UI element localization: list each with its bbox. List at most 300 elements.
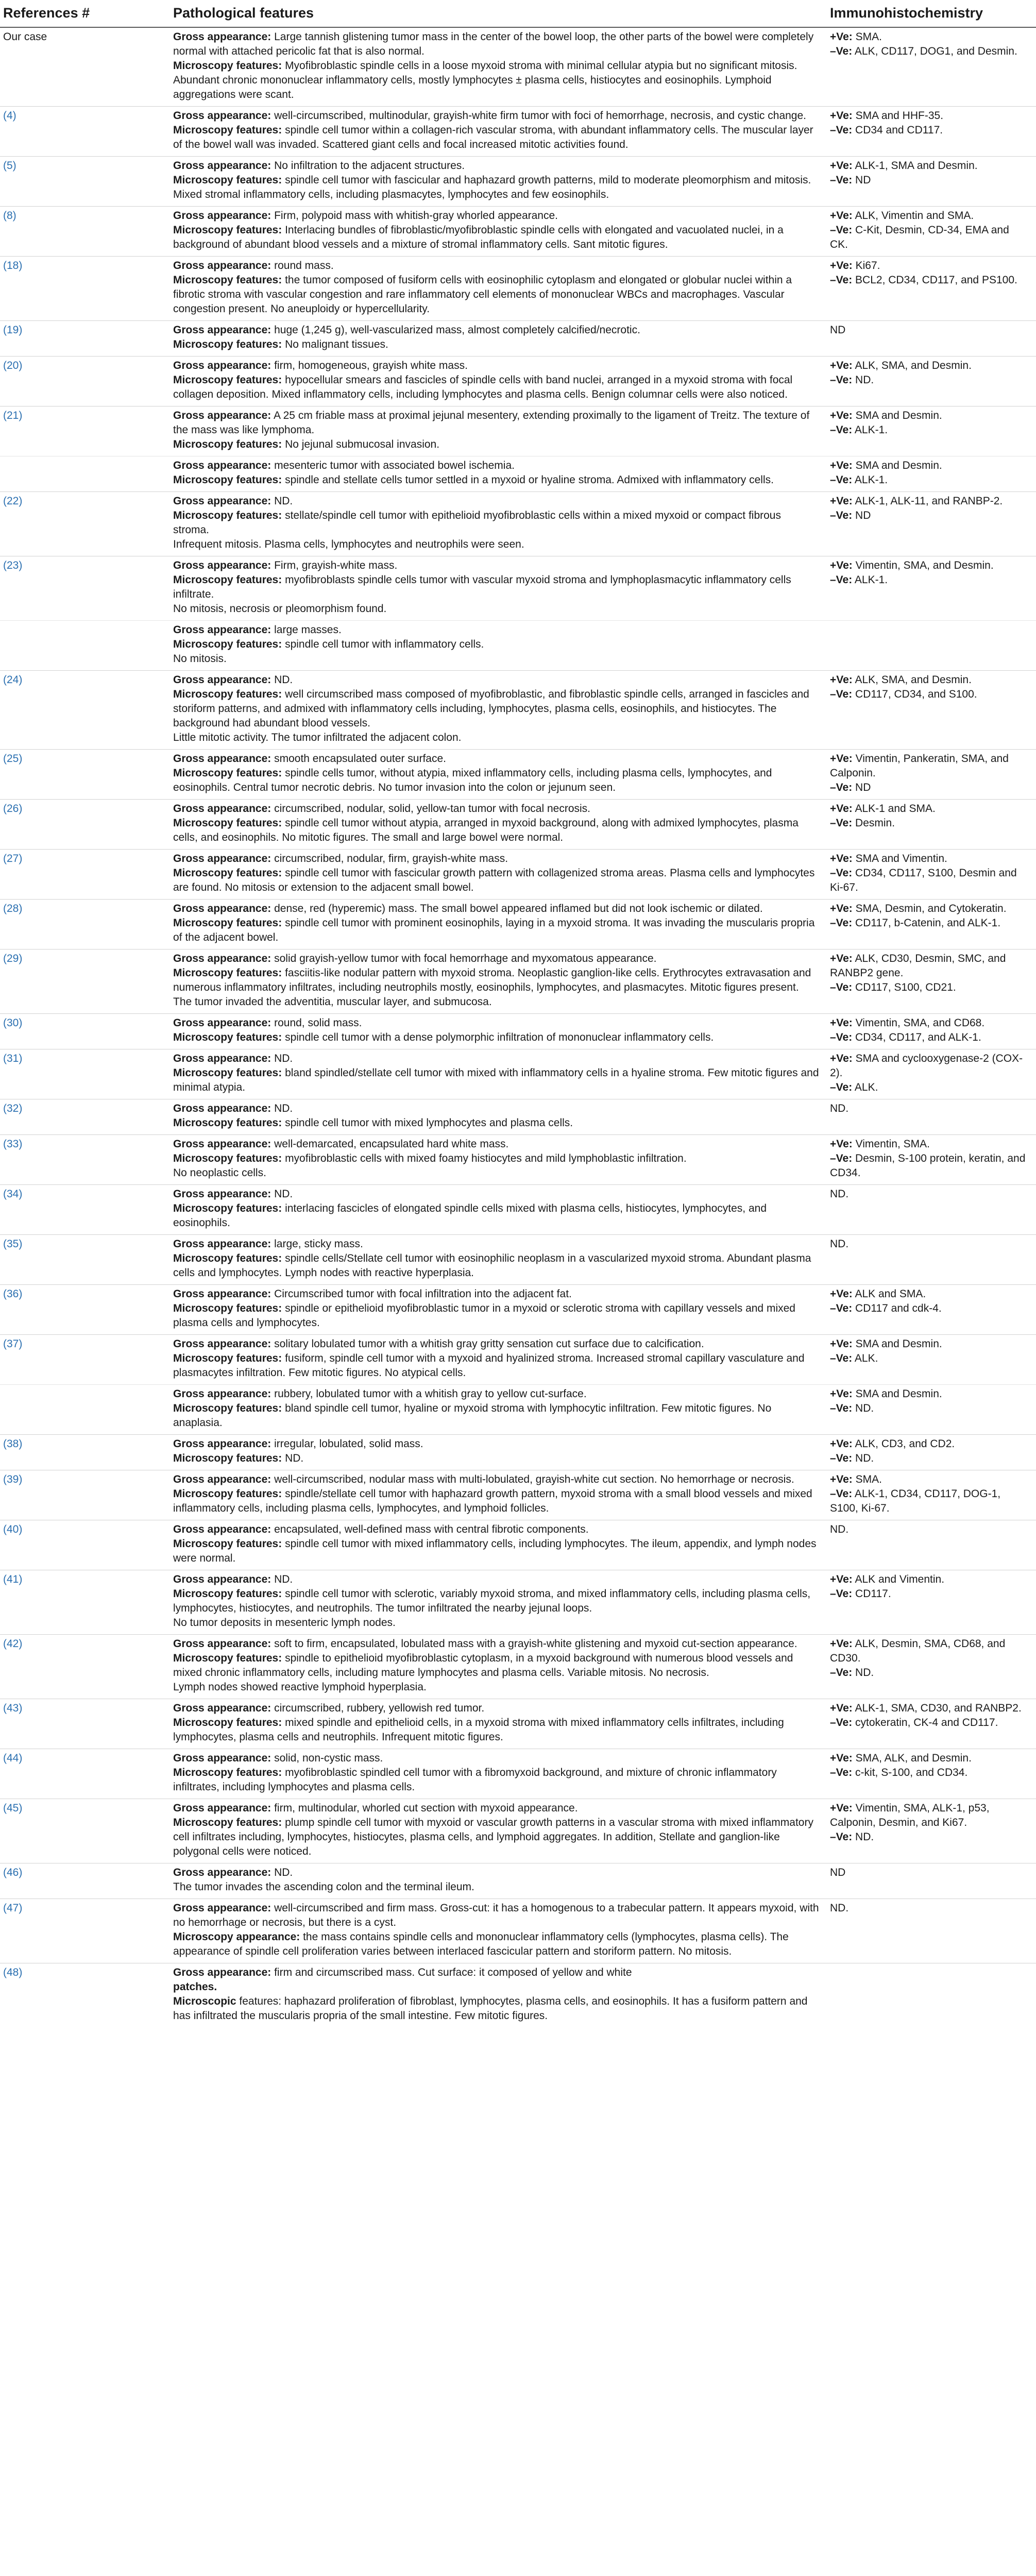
reference-cell[interactable]: (29) [0,950,170,1014]
field-text: Lymph nodes showed reactive lymphoid hyperplasia. [173,1681,427,1693]
field-text: fusiform, spindle cell tumor with a myxoid and hyalinized stroma. Increased stromal capillary vasculature and plasmacytes infiltration. Few mitotic figures. No atypical cells. [173,1352,805,1379]
field-label: Gross appearance: [173,753,271,765]
table-row [0,1099,1036,1135]
table-header-row [0,2,1036,27]
field-text: ALK. [852,1081,878,1093]
pathological-features-cell-paragraph [173,1030,820,1045]
immunohistochemistry-cell-paragraph [830,1451,1029,1466]
field-text: bland spindle cell tumor, hyaline or myxoid stroma with lymphocytic infiltration. Few mitotic figures. No anaplasia. [173,1402,772,1429]
immunohistochemistry-cell-paragraph [830,1716,1029,1730]
table-row [0,1385,1036,1435]
pathological-features-cell-paragraph [173,1930,820,1959]
pathological-features-cell [170,157,827,207]
field-label: Gross appearance: [173,1438,271,1450]
field-label: Gross appearance: [173,624,271,636]
field-label: +Ve: [830,753,853,765]
field-text: Vimentin, Pankeratin, SMA, and Calponin. [830,753,1009,779]
reference-cell[interactable]: (31) [0,1049,170,1099]
field-label: +Ve: [830,853,853,865]
reference-cell[interactable]: (21) [0,406,170,456]
field-text: Vimentin, SMA, and Desmin. [852,560,994,571]
pathological-features-cell-paragraph [173,1387,820,1401]
field-text: ALK, Desmin, SMA, CD68, and CD30. [830,1638,1006,1664]
immunohistochemistry-cell-paragraph [830,259,1029,273]
immunohistochemistry-cell-paragraph [830,1016,1029,1030]
field-text: spindle cell tumor with fascicular growth pattern with collagenized stroma areas. Plasma cells and lymphocytes are found. No mitosis or extension to the adjacent small bowel. [173,867,815,893]
immunohistochemistry-cell [827,1135,1036,1185]
immunohistochemistry-cell-paragraph [830,409,1029,423]
reference-cell[interactable]: (5) [0,157,170,207]
table-row [0,1520,1036,1570]
reference-cell[interactable]: (28) [0,900,170,950]
field-text: dense, red (hyperemic) mass. The small bowel appeared inflamed but did not look ischemic or dilated. [271,903,763,914]
immunohistochemistry-cell-paragraph [830,173,1029,188]
pathological-features-cell [170,1520,827,1570]
reference-cell[interactable]: (42) [0,1635,170,1699]
pathological-features-cell-paragraph [173,1637,820,1651]
field-text: ND. [271,1103,293,1114]
field-label: Gross appearance: [173,953,271,964]
field-label: Microscopy features: [173,1588,282,1600]
pathological-features-cell [170,950,827,1014]
field-label: Gross appearance: [173,1967,271,1978]
pathological-features-cell-paragraph [173,1801,820,1816]
field-text: Circumscribed tumor with focal infiltration into the adjacent fat. [271,1288,572,1300]
table-row [0,1335,1036,1385]
field-label: Gross appearance: [173,1702,271,1714]
table-row [0,321,1036,357]
field-label: Gross appearance: [173,1573,271,1585]
field-text: Little mitotic activity. The tumor infiltrated the adjacent colon. [173,732,462,743]
field-text: No mitosis, necrosis or pleomorphism found. [173,603,387,615]
field-text: No infiltration to the adjacent structures. [271,160,465,172]
field-text: A 25 cm friable mass at proximal jejunal mesentery, extending proximally to the ligament of Treitz. The texture of the mass was like lymphoma. [173,410,810,436]
pathological-features-cell-paragraph [173,1287,820,1301]
field-label: +Ve: [830,953,853,964]
immunohistochemistry-cell-paragraph [830,1301,1029,1316]
immunohistochemistry-cell-paragraph [830,1052,1029,1080]
reference-cell[interactable]: (27) [0,850,170,900]
pathological-features-cell [170,900,827,950]
table-row [0,750,1036,800]
reference-cell[interactable]: (26) [0,800,170,850]
immunohistochemistry-cell [827,207,1036,257]
field-label: Microscopy features: [173,338,282,350]
field-text: round, solid mass. [271,1017,362,1029]
reference-cell[interactable]: (46) [0,1863,170,1899]
header-references: References # [0,2,170,27]
field-text: CD117, b-Catenin, and ALK-1. [852,917,1001,929]
field-text: circumscribed, nodular, solid, yellow-tan tumor with focal necrosis. [271,803,591,815]
reference-cell[interactable]: (40) [0,1520,170,1570]
field-text: firm and circumscribed mass. Cut surface: it composed of yellow and white [271,1967,632,1978]
reference-cell[interactable]: (32) [0,1099,170,1135]
pathological-features-cell [170,207,827,257]
field-text: ND. [852,1402,874,1414]
pathological-features-cell-paragraph [173,1451,820,1466]
field-label: +Ve: [830,1438,853,1450]
field-label: +Ve: [830,160,853,172]
pathological-features-cell-paragraph [173,409,820,437]
table-row [0,1570,1036,1635]
reference-cell[interactable]: (47) [0,1899,170,1963]
field-label: –Ve: [830,1488,853,1500]
immunohistochemistry-cell [827,1699,1036,1749]
reference-cell[interactable]: (34) [0,1185,170,1235]
field-label: Gross appearance: [173,560,271,571]
field-text: Mixed stromal inflammatory cells, including plasmacytes, lymphocytes and few eosinophils. [173,189,609,200]
table-row [0,950,1036,1014]
pathological-features-cell-paragraph [173,1401,820,1430]
pathological-features-cell-paragraph [173,1572,820,1587]
reference-cell[interactable]: (30) [0,1014,170,1049]
pathological-features-cell-paragraph [173,159,820,173]
field-label: Gross appearance: [173,160,271,172]
field-text: ND [830,1867,846,1878]
table-row [0,1749,1036,1799]
field-label: Microscopy features: [173,174,282,186]
pathological-features-cell-paragraph [173,1201,820,1230]
pathological-features-cell [170,1385,827,1435]
immunohistochemistry-cell-paragraph [830,123,1029,138]
immunohistochemistry-cell-paragraph [830,44,1029,59]
reference-cell[interactable]: (18) [0,257,170,321]
field-label: –Ve: [830,782,853,793]
reference-cell[interactable]: (4) [0,107,170,157]
immunohistochemistry-cell [827,1335,1036,1385]
field-label: Microscopy features: [173,1153,282,1164]
field-label: Microscopy features: [173,224,282,236]
field-text: ALK-1. [852,574,888,586]
pathological-features-cell-paragraph [173,687,820,731]
field-text: solid grayish-yellow tumor with focal hemorrhage and myxomatous appearance. [271,953,657,964]
reference-cell[interactable]: (33) [0,1135,170,1185]
pathological-features-cell [170,1963,827,2028]
field-text: CD34 and CD117. [852,124,943,136]
immunohistochemistry-cell [827,800,1036,850]
pathological-features-cell [170,357,827,406]
pathological-features-cell [170,1285,827,1335]
field-label: Gross appearance: [173,1103,271,1114]
field-text: SMA and Desmin. [852,1338,942,1350]
pathological-features-cell [170,850,827,900]
field-label: –Ve: [830,1081,853,1093]
pathological-features-cell [170,1799,827,1863]
reference-cell[interactable]: (48) [0,1963,170,2028]
pathological-features-cell [170,556,827,621]
pathological-features-cell-paragraph [173,1880,820,1894]
field-text: ND. [271,1188,293,1200]
immunohistochemistry-cell-paragraph [830,273,1029,287]
field-label: Gross appearance: [173,1388,271,1400]
field-label: –Ve: [830,45,853,57]
field-label: Gross appearance: [173,260,271,272]
immunohistochemistry-cell [827,27,1036,107]
field-text: SMA and Desmin. [852,460,942,471]
field-text: bland spindled/stellate cell tumor with mixed with inflammatory cells in a hyaline stroma. Few mitotic figures and minimal atypia. [173,1067,819,1093]
table-row [0,1049,1036,1099]
immunohistochemistry-cell-paragraph [830,509,1029,523]
field-text: round mass. [271,260,334,272]
pathological-features-cell-paragraph [173,59,820,102]
reference-cell[interactable]: (41) [0,1570,170,1635]
pathological-features-cell-paragraph [173,1680,820,1694]
pathological-features-cell-paragraph [173,916,820,945]
pathological-features-cell-paragraph [173,1101,820,1116]
immunohistochemistry-cell-paragraph [830,1522,1029,1537]
table-row [0,157,1036,207]
field-label: –Ve: [830,574,853,586]
reference-cell[interactable]: (43) [0,1699,170,1749]
immunohistochemistry-cell [827,456,1036,492]
reference-cell[interactable]: (38) [0,1435,170,1470]
immunohistochemistry-cell-paragraph [830,980,1029,995]
pathological-features-cell-paragraph [173,1537,820,1566]
field-label: Gross appearance: [173,210,271,222]
field-text: spindle and stellate cells tumor settled in a myxoid or hyaline stroma. Admixed with inflammatory cells. [282,474,774,486]
field-text: soft to firm, encapsulated, lobulated mass with a grayish-white glistening and myxoid cut-section appearance. [271,1638,797,1650]
field-text: Interlacing bundles of fibroblastic/myofibroblastic spindle cells with elongated and vacuolated nuclei, in a background of abundant blood vessels and a mixture of stromal inflammatory cells. Sant mitotic figures. [173,224,784,250]
field-text: spindle cell tumor with a dense polymorphic infiltration of mononuclear inflammatory cells. [282,1031,714,1043]
table-row [0,1135,1036,1185]
immunohistochemistry-cell-paragraph [830,852,1029,866]
reference-cell[interactable]: (36) [0,1285,170,1335]
field-label: +Ve: [830,1338,853,1350]
pathological-features-cell-paragraph [173,1716,820,1744]
field-text: well-circumscribed and firm mass. Gross-cut: it has a homogenous to a trabecular pattern. It appears myxoid, with no hemorrhage or necrosis, but there is a cyst. [173,1902,819,1928]
immunohistochemistry-cell-paragraph [830,1487,1029,1516]
pathological-features-cell [170,1470,827,1520]
table-row [0,850,1036,900]
reference-cell[interactable]: (23) [0,556,170,621]
field-label: Microscopy features: [173,767,282,779]
pathological-features-cell [170,456,827,492]
immunohistochemistry-cell-paragraph [830,781,1029,795]
field-text: ALK-1. [852,424,888,436]
pathological-features-cell-paragraph [173,673,820,687]
immunohistochemistry-cell-paragraph [830,359,1029,373]
field-text: spindle cell tumor with prominent eosinophils, laying in a myxoid stroma. It was invading the muscularis propria of the adjacent bowel. [173,917,815,943]
field-text: ND. [830,1103,849,1114]
table-row [0,1699,1036,1749]
immunohistochemistry-cell-paragraph [830,1287,1029,1301]
reference-cell[interactable]: (22) [0,492,170,556]
field-label: +Ve: [830,560,853,571]
field-label: Microscopy features: [173,1767,282,1778]
field-text: CD34, CD117, S100, Desmin and Ki-67. [830,867,1017,893]
pathological-features-cell-paragraph [173,652,820,666]
field-text: CD117, S100, CD21. [852,981,956,993]
pathological-features-cell-paragraph [173,1137,820,1151]
field-text: ND [852,510,871,521]
immunohistochemistry-cell-paragraph [830,673,1029,687]
pathological-features-cell-paragraph [173,1052,820,1066]
pathological-features-cell-paragraph [173,1651,820,1680]
pathological-features-cell-paragraph [173,1472,820,1487]
immunohistochemistry-cell [827,750,1036,800]
field-text: CD34, CD117, and ALK-1. [852,1031,981,1043]
field-text: spindle cells/Stellate cell tumor with eosinophilic neoplasm in a vascularized myxoid stroma. Abundant plasma cells and lymphocytes. Lymph nodes with reactive hyperplasia. [173,1252,811,1279]
field-text: irregular, lobulated, solid mass. [271,1438,423,1450]
field-label: Gross appearance: [173,1338,271,1350]
field-text: spindle or epithelioid myofibroblastic tumor in a myxoid or sclerotic stroma with capillary vessels and mixed plasma cells and lymphocytes. [173,1302,795,1329]
pathological-features-cell-paragraph [173,259,820,273]
field-text: CD117, CD34, and S100. [852,688,977,700]
field-label: +Ve: [830,803,853,815]
field-text: firm, multinodular, whorled cut section with myxoid appearance. [271,1802,578,1814]
immunohistochemistry-cell-paragraph [830,1437,1029,1451]
table-row [0,1635,1036,1699]
table-row [0,406,1036,456]
field-label: Microscopy features: [173,1488,282,1500]
reference-cell[interactable]: (44) [0,1749,170,1799]
field-label: Gross appearance: [173,31,271,43]
field-label: Microscopy features: [173,1817,282,1828]
reference-cell[interactable]: (35) [0,1235,170,1285]
immunohistochemistry-cell [827,1099,1036,1135]
field-label: –Ve: [830,1031,853,1043]
field-text: well-circumscribed, multinodular, grayish-white firm tumor with foci of hemorrhage, necrosis, and cystic change. [271,110,806,122]
immunohistochemistry-cell-paragraph [830,223,1029,252]
immunohistochemistry-cell [827,1963,1036,2028]
field-label: Microscopy features: [173,1452,282,1464]
field-label: –Ve: [830,1667,853,1679]
field-label: Gross appearance: [173,1473,271,1485]
immunohistochemistry-cell-paragraph [830,373,1029,387]
field-text: ALK. [852,1352,878,1364]
field-text: SMA and Desmin. [852,1388,942,1400]
field-text: spindle to epithelioid myofibroblastic cytoplasm, in a myxoid background with numerous blood vessels and mixed chronic inflammatory cells, including mature lymphocytes and plasma cells. Variable mitosis. No necrosis. [173,1652,793,1679]
field-label: –Ve: [830,1352,853,1364]
reference-cell[interactable]: (19) [0,321,170,357]
field-text: firm, homogeneous, grayish white mass. [271,360,468,371]
field-text: ND [852,174,871,186]
reference-cell[interactable]: (24) [0,671,170,750]
field-text: SMA, Desmin, and Cytokeratin. [852,903,1007,914]
table-row [0,456,1036,492]
field-text: Vimentin, SMA, and CD68. [852,1017,985,1029]
pathological-features-cell-paragraph [173,1587,820,1616]
pathological-features-cell [170,750,827,800]
pathological-features-cell-paragraph [173,966,820,1009]
pathological-features-cell [170,1863,827,1899]
reference-cell [0,1385,170,1435]
field-label: Gross appearance: [173,1802,271,1814]
pathological-features-cell-paragraph [173,802,820,816]
immunohistochemistry-cell [827,900,1036,950]
pathological-features-cell [170,1749,827,1799]
pathological-features-cell-paragraph [173,1337,820,1351]
field-label: Microscopy features: [173,867,282,879]
field-label: Microscopy features: [173,274,282,286]
immunohistochemistry-cell [827,107,1036,157]
field-label: Gross appearance: [173,410,271,421]
immunohistochemistry-cell-paragraph [830,1151,1029,1180]
field-text: the tumor composed of fusiform cells with eosinophilic cytoplasm and elongated or globular nuclei within a fibrotic stroma with vascular congestion and rare inflammatory cell elements of mononuclear WBCs and macrophages. Vascular congestion present. No aneuploidy or hypercellularity. [173,274,792,315]
field-label: –Ve: [830,274,853,286]
pathological-features-cell-paragraph [173,1487,820,1516]
pathological-features-cell [170,671,827,750]
pathological-features-cell-paragraph [173,1301,820,1330]
field-text: Firm, grayish-white mass. [271,560,398,571]
field-label: Microscopy features: [173,1302,282,1314]
immunohistochemistry-cell-paragraph [830,687,1029,702]
field-text: plump spindle cell tumor with myxoid or vascular growth patterns in a vascular stroma with mixed inflammatory cell infiltrates including, lymphocytes, histiocytes, plasma cells, and lymphoid aggregates. In addition, Stellate and ganglion-like polygonal cells were noticed. [173,1817,813,1857]
field-label: –Ve: [830,474,853,486]
field-text: myofibroblastic spindled cell tumor with a fibromyxoid background, and mixture of chronic inflammatory infiltrates, including lymphocytes and plasma cells. [173,1767,777,1793]
pathological-features-cell-paragraph [173,123,820,152]
field-label: +Ve: [830,1288,853,1300]
pathological-features-cell-paragraph [173,30,820,59]
field-text: ND. [271,495,293,507]
field-text: spindle/stellate cell tumor with haphazard growth pattern, myxoid stroma with a small blood vessels and mixed inflammatory cells, including plasma cells, lymphocytes, and lymphoid follicles. [173,1488,812,1514]
immunohistochemistry-cell [827,1749,1036,1799]
field-label: –Ve: [830,1452,853,1464]
pathological-features-cell-paragraph [173,188,820,202]
field-label: –Ve: [830,174,853,186]
immunohistochemistry-cell-paragraph [830,1101,1029,1116]
field-label: Microscopy features: [173,474,282,486]
field-label: +Ve: [830,1802,853,1814]
pathological-features-cell [170,1235,827,1285]
immunohistochemistry-cell-paragraph [830,1801,1029,1830]
pathological-features-cell [170,1635,827,1699]
immunohistochemistry-cell-paragraph [830,1901,1029,1916]
header-immunohistochemistry: Immunohistochemistry [827,2,1036,27]
field-text: ALK, CD117, DOG1, and Desmin. [852,45,1017,57]
table-row [0,556,1036,621]
field-text: mesenteric tumor with associated bowel ischemia. [271,460,515,471]
pathological-features-cell-paragraph [173,1980,820,1994]
field-text: SMA. [852,31,882,43]
field-label: Microscopy features: [173,1252,282,1264]
field-label: Microscopy features: [173,60,282,72]
immunohistochemistry-cell [827,1385,1036,1435]
field-label: +Ve: [830,260,853,272]
reference-cell[interactable]: (39) [0,1470,170,1520]
field-text: ALK-1, SMA and Desmin. [852,160,978,172]
field-label: Microscopy features: [173,1067,282,1079]
reference-cell[interactable]: (25) [0,750,170,800]
field-label: Microscopy features: [173,124,282,136]
pathological-features-cell-paragraph [173,1616,820,1630]
pathological-features-cell-paragraph [173,1816,820,1859]
pathological-features-cell-paragraph [173,558,820,573]
field-label: Microscopy features: [173,1717,282,1728]
reference-cell[interactable]: (8) [0,207,170,257]
pathological-features-cell-paragraph [173,323,820,337]
immunohistochemistry-cell-paragraph [830,473,1029,487]
field-label: +Ve: [830,495,853,507]
immunohistochemistry-cell-paragraph [830,1866,1029,1880]
table-row [0,671,1036,750]
reference-cell[interactable]: (45) [0,1799,170,1863]
pathological-features-cell [170,1570,827,1635]
field-text: ALK and Vimentin. [852,1573,945,1585]
field-text: circumscribed, rubbery, yellowish red tumor. [271,1702,485,1714]
field-text: c-kit, S-100, and CD34. [852,1767,968,1778]
pathological-features-cell-paragraph [173,223,820,252]
immunohistochemistry-cell-paragraph [830,1587,1029,1601]
reference-cell[interactable]: (20) [0,357,170,406]
pathological-features-cell-paragraph [173,1237,820,1251]
pathological-features-cell-paragraph [173,1016,820,1030]
field-label: Microscopy features: [173,817,282,829]
pathological-features-cell-paragraph [173,459,820,473]
pathological-features-cell-paragraph [173,1066,820,1095]
reference-cell[interactable]: (37) [0,1335,170,1385]
table-row [0,1435,1036,1470]
